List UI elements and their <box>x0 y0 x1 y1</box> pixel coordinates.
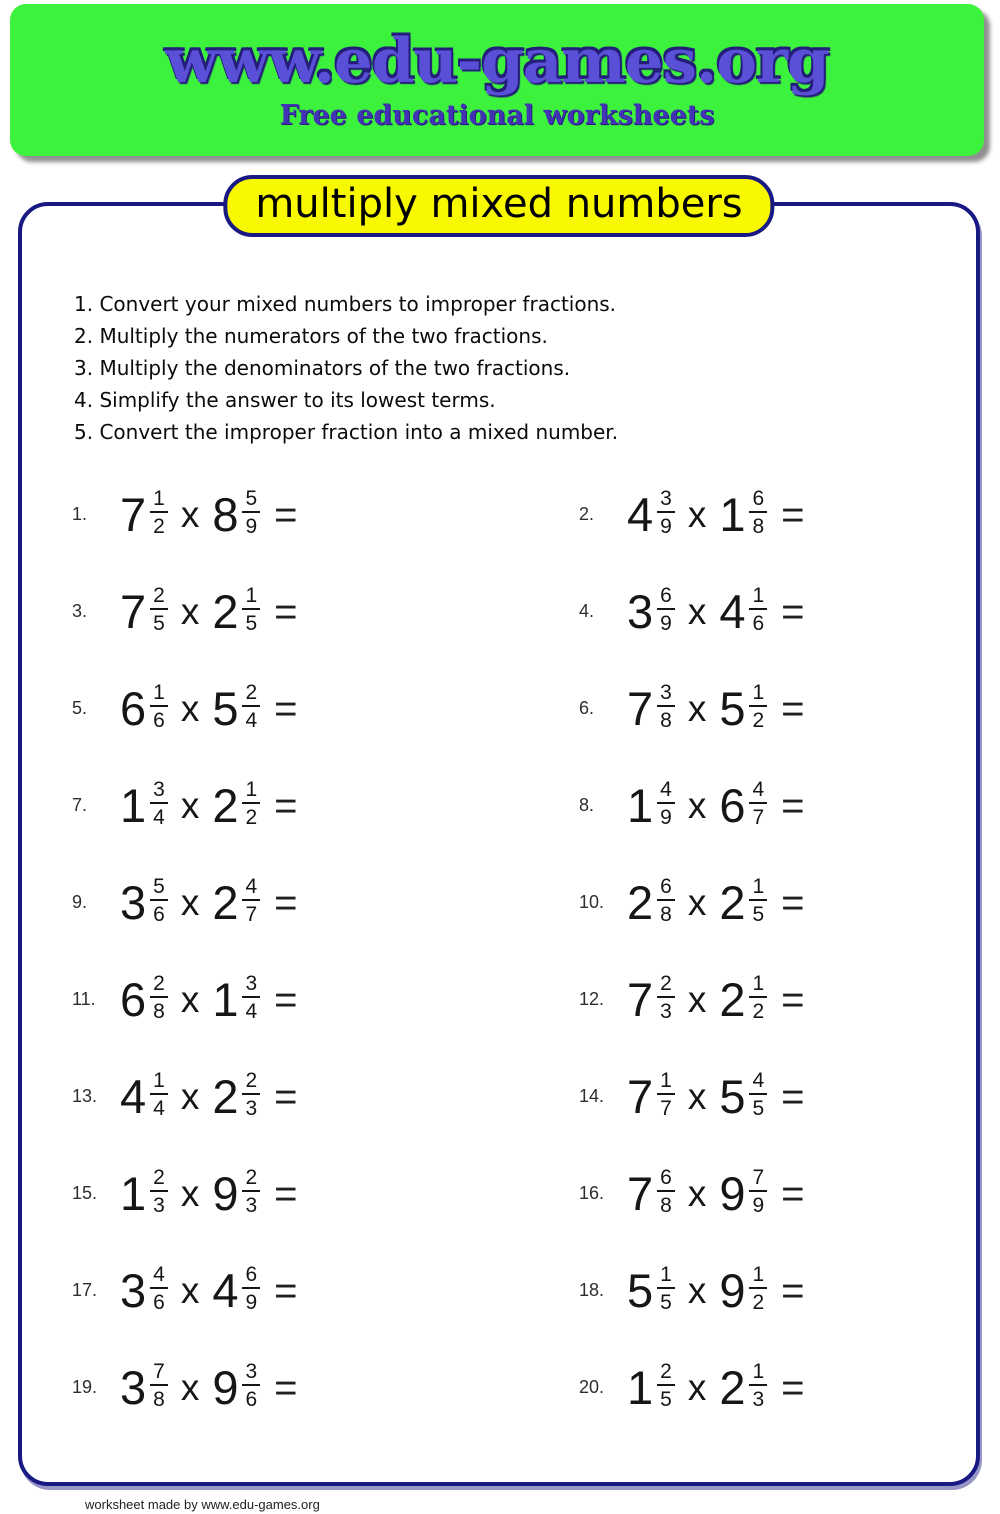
problem-number: 16. <box>579 1183 605 1203</box>
fraction-numerator: 1 <box>150 1070 168 1096</box>
multiply-operator: x <box>687 494 707 535</box>
multiply-operator: x <box>687 591 707 632</box>
whole-number: 2 <box>627 875 654 929</box>
whole-number: 2 <box>212 1069 239 1123</box>
equals-sign: = <box>274 1074 298 1119</box>
whole-number: 9 <box>719 1263 746 1317</box>
fraction <box>657 1361 675 1413</box>
problem-row <box>499 854 976 951</box>
fraction <box>242 1361 260 1413</box>
fraction-denominator: 8 <box>660 1194 672 1218</box>
mixed-number-second <box>212 971 260 1026</box>
fraction-numerator: 4 <box>749 779 767 805</box>
problem-number: 18. <box>579 1280 605 1300</box>
whole-number: 8 <box>212 487 239 541</box>
mixed-number-first <box>120 486 168 541</box>
whole-number: 4 <box>627 487 654 541</box>
problem-row <box>22 660 499 757</box>
multiply-operator: x <box>180 1270 200 1311</box>
problem-number: 9. <box>72 892 88 912</box>
fraction-numerator: 3 <box>242 973 260 999</box>
fraction-denominator: 5 <box>245 612 258 636</box>
whole-number: 1 <box>719 487 746 541</box>
mixed-number-first <box>627 1068 675 1123</box>
mixed-number-second <box>719 1165 767 1220</box>
fraction-denominator: 9 <box>245 1291 258 1315</box>
fraction-denominator: 8 <box>660 709 672 733</box>
whole-number: 2 <box>719 1360 746 1414</box>
fraction-denominator: 2 <box>245 806 258 830</box>
fraction-numerator: 2 <box>150 973 168 999</box>
mixed-number-first <box>120 777 168 832</box>
mixed-number-second <box>719 777 767 832</box>
whole-number: 7 <box>627 1069 654 1123</box>
fraction-denominator: 5 <box>752 903 765 927</box>
mixed-number-second <box>212 583 260 638</box>
whole-number: 6 <box>120 681 147 735</box>
fraction-numerator: 4 <box>749 1070 767 1096</box>
fraction-denominator: 8 <box>752 515 765 539</box>
fraction-numerator: 1 <box>749 1361 767 1387</box>
whole-number: 4 <box>120 1069 147 1123</box>
problem-number: 14. <box>579 1086 605 1106</box>
fraction <box>657 682 675 734</box>
fraction-numerator: 3 <box>657 682 675 708</box>
worksheet-panel <box>18 181 980 1486</box>
mixed-number-first <box>120 1359 168 1414</box>
mixed-number-first <box>120 583 168 638</box>
fraction <box>150 1167 168 1219</box>
whole-number: 1 <box>120 778 147 832</box>
fraction <box>657 585 675 637</box>
problem-number: 17. <box>72 1280 98 1300</box>
fraction <box>749 1264 767 1316</box>
equals-sign: = <box>274 783 298 828</box>
fraction <box>242 779 260 831</box>
whole-number: 5 <box>212 681 239 735</box>
equals-sign: = <box>274 492 298 537</box>
fraction-numerator: 7 <box>150 1361 168 1387</box>
whole-number: 3 <box>627 584 654 638</box>
whole-number: 5 <box>719 1069 746 1123</box>
fraction <box>150 876 168 928</box>
instruction-line: 4. Simplify the answer to its lowest terms. <box>74 388 496 412</box>
problem-row <box>22 563 499 660</box>
fraction-numerator: 4 <box>657 779 675 805</box>
multiply-operator: x <box>687 979 707 1020</box>
fraction <box>749 1361 767 1413</box>
fraction-denominator: 2 <box>752 1291 765 1315</box>
fraction-numerator: 3 <box>242 1361 260 1387</box>
fraction-numerator: 1 <box>657 1264 675 1290</box>
problem-number: 2. <box>579 504 595 524</box>
problem-row <box>22 757 499 854</box>
multiply-operator: x <box>180 785 200 826</box>
fraction-denominator: 5 <box>153 612 165 636</box>
fraction-numerator: 2 <box>242 1070 260 1096</box>
mixed-number-first <box>120 680 168 735</box>
fraction-numerator: 5 <box>150 876 168 902</box>
problem-number: 1. <box>72 504 88 524</box>
multiply-operator: x <box>180 591 200 632</box>
fraction-denominator: 8 <box>153 1000 165 1024</box>
footer-clipped-text: worksheet made by www.edu-games.org <box>85 1497 320 1512</box>
fraction <box>150 1361 168 1413</box>
site-title: www.edu-games.org <box>165 26 829 97</box>
fraction <box>749 973 767 1025</box>
mixed-number-second <box>212 1068 260 1123</box>
fraction <box>242 488 260 540</box>
mixed-number-first <box>627 971 675 1026</box>
multiply-operator: x <box>687 1367 707 1408</box>
mixed-number-second <box>719 1068 767 1123</box>
fraction <box>749 1167 767 1219</box>
fraction-denominator: 7 <box>245 903 258 927</box>
problems-grid <box>22 466 976 1436</box>
mixed-number-second <box>212 874 260 929</box>
fraction-numerator: 3 <box>150 779 168 805</box>
problem-number: 8. <box>579 795 595 815</box>
whole-number: 5 <box>719 681 746 735</box>
fraction-denominator: 5 <box>660 1388 672 1412</box>
problem-number: 11. <box>72 989 96 1009</box>
whole-number: 2 <box>719 972 746 1026</box>
fraction <box>749 488 767 540</box>
whole-number: 7 <box>627 1166 654 1220</box>
fraction-denominator: 4 <box>153 806 165 830</box>
fraction <box>150 682 168 734</box>
fraction <box>242 682 260 734</box>
problem-row <box>22 951 499 1048</box>
header-banner <box>10 4 984 156</box>
problem-row <box>499 563 976 660</box>
mixed-number-first <box>627 777 675 832</box>
mixed-number-first <box>120 1068 168 1123</box>
mixed-number-first <box>627 1359 675 1414</box>
fraction-denominator: 9 <box>660 806 672 830</box>
problem-row <box>499 1145 976 1242</box>
fraction-denominator: 9 <box>660 515 672 539</box>
fraction-denominator: 3 <box>245 1097 258 1121</box>
mixed-number-first <box>627 1262 675 1317</box>
fraction-numerator: 6 <box>749 488 767 514</box>
fraction <box>749 779 767 831</box>
mixed-number-second <box>212 1165 260 1220</box>
fraction <box>242 876 260 928</box>
mixed-number-first <box>627 583 675 638</box>
whole-number: 3 <box>120 1263 147 1317</box>
equals-sign: = <box>274 977 298 1022</box>
fraction <box>657 973 675 1025</box>
whole-number: 2 <box>212 778 239 832</box>
equals-sign: = <box>781 783 805 828</box>
worksheet-title: multiply mixed numbers <box>255 181 743 227</box>
fraction-numerator: 1 <box>242 779 260 805</box>
fraction <box>657 1264 675 1316</box>
fraction <box>749 1070 767 1122</box>
problem-number: 15. <box>72 1183 98 1203</box>
mixed-number-second <box>212 1359 260 1414</box>
problem-row <box>499 757 976 854</box>
fraction-numerator: 1 <box>749 973 767 999</box>
fraction-denominator: 2 <box>153 515 165 539</box>
multiply-operator: x <box>687 1076 707 1117</box>
fraction <box>150 973 168 1025</box>
mixed-number-first <box>627 680 675 735</box>
fraction-denominator: 9 <box>752 1194 765 1218</box>
fraction-denominator: 4 <box>153 1097 165 1121</box>
fraction-numerator: 2 <box>657 1361 675 1387</box>
equals-sign: = <box>274 589 298 634</box>
problem-number: 3. <box>72 601 88 621</box>
fraction <box>242 973 260 1025</box>
whole-number: 2 <box>212 875 239 929</box>
fraction <box>150 1070 168 1122</box>
multiply-operator: x <box>180 979 200 1020</box>
problem-row <box>499 1048 976 1145</box>
whole-number: 2 <box>719 875 746 929</box>
whole-number: 7 <box>120 487 147 541</box>
fraction-numerator: 2 <box>242 1167 260 1193</box>
fraction-numerator: 1 <box>150 488 168 514</box>
fraction <box>150 779 168 831</box>
mixed-number-second <box>719 971 767 1026</box>
fraction-denominator: 3 <box>660 1000 672 1024</box>
fraction-denominator: 6 <box>153 709 165 733</box>
fraction <box>242 585 260 637</box>
fraction <box>657 1070 675 1122</box>
equals-sign: = <box>781 1074 805 1119</box>
multiply-operator: x <box>687 785 707 826</box>
fraction-denominator: 5 <box>660 1291 672 1315</box>
fraction <box>657 876 675 928</box>
fraction-denominator: 7 <box>752 806 765 830</box>
fraction-denominator: 8 <box>660 903 672 927</box>
problem-row <box>22 466 499 563</box>
whole-number: 3 <box>120 875 147 929</box>
fraction-numerator: 4 <box>242 876 260 902</box>
fraction-denominator: 9 <box>660 612 672 636</box>
fraction <box>749 876 767 928</box>
equals-sign: = <box>781 880 805 925</box>
problem-number: 10. <box>579 892 605 912</box>
equals-sign: = <box>274 1268 298 1313</box>
mixed-number-second <box>212 777 260 832</box>
problem-number: 20. <box>579 1377 605 1397</box>
problem-number: 13. <box>72 1086 98 1106</box>
problem-row <box>22 1048 499 1145</box>
fraction-denominator: 2 <box>752 1000 765 1024</box>
fraction-denominator: 9 <box>245 515 258 539</box>
multiply-operator: x <box>180 1367 200 1408</box>
instruction-line: 2. Multiply the numerators of the two fractions. <box>74 324 548 348</box>
mixed-number-second <box>212 680 260 735</box>
mixed-number-first <box>627 486 675 541</box>
whole-number: 4 <box>719 584 746 638</box>
fraction <box>657 779 675 831</box>
equals-sign: = <box>274 1365 298 1410</box>
instructions-list <box>22 206 976 448</box>
problem-number: 5. <box>72 698 88 718</box>
problem-row <box>22 1339 499 1436</box>
mixed-number-second <box>719 680 767 735</box>
fraction-denominator: 7 <box>660 1097 672 1121</box>
fraction-numerator: 1 <box>749 876 767 902</box>
multiply-operator: x <box>687 688 707 729</box>
fraction-numerator: 1 <box>749 682 767 708</box>
worksheet-title-pill <box>223 175 774 237</box>
fraction-numerator: 2 <box>150 1167 168 1193</box>
fraction-numerator: 6 <box>657 585 675 611</box>
mixed-number-second <box>212 1262 260 1317</box>
equals-sign: = <box>274 880 298 925</box>
whole-number: 1 <box>212 972 239 1026</box>
multiply-operator: x <box>180 882 200 923</box>
equals-sign: = <box>781 686 805 731</box>
instruction-line: 3. Multiply the denominators of the two fractions. <box>74 356 571 380</box>
mixed-number-first <box>120 874 168 929</box>
mixed-number-second <box>719 486 767 541</box>
mixed-number-first <box>120 971 168 1026</box>
fraction <box>657 488 675 540</box>
problem-number: 7. <box>72 795 88 815</box>
instruction-line: 1. Convert your mixed numbers to improper fractions. <box>74 292 617 316</box>
whole-number: 7 <box>120 584 147 638</box>
equals-sign: = <box>781 1268 805 1313</box>
mixed-number-first <box>120 1165 168 1220</box>
fraction-denominator: 4 <box>245 1000 258 1024</box>
fraction-numerator: 2 <box>657 973 675 999</box>
fraction-numerator: 4 <box>150 1264 168 1290</box>
fraction-numerator: 2 <box>242 682 260 708</box>
equals-sign: = <box>781 1171 805 1216</box>
equals-sign: = <box>781 589 805 634</box>
whole-number: 1 <box>120 1166 147 1220</box>
problem-row <box>499 1339 976 1436</box>
problem-row <box>22 1145 499 1242</box>
fraction-denominator: 6 <box>153 1291 165 1315</box>
fraction-denominator: 2 <box>752 709 765 733</box>
fraction <box>749 682 767 734</box>
whole-number: 1 <box>627 1360 654 1414</box>
equals-sign: = <box>781 1365 805 1410</box>
fraction <box>657 1167 675 1219</box>
whole-number: 7 <box>627 972 654 1026</box>
problem-row <box>22 1242 499 1339</box>
fraction-numerator: 1 <box>150 682 168 708</box>
whole-number: 9 <box>212 1360 239 1414</box>
equals-sign: = <box>781 492 805 537</box>
whole-number: 2 <box>212 584 239 638</box>
multiply-operator: x <box>687 1173 707 1214</box>
fraction-numerator: 1 <box>749 585 767 611</box>
problem-number: 19. <box>72 1377 98 1397</box>
fraction <box>242 1070 260 1122</box>
fraction <box>242 1264 260 1316</box>
problem-number: 6. <box>579 698 595 718</box>
fraction-numerator: 2 <box>150 585 168 611</box>
multiply-operator: x <box>180 1173 200 1214</box>
fraction-numerator: 5 <box>242 488 260 514</box>
whole-number: 9 <box>212 1166 239 1220</box>
multiply-operator: x <box>687 1270 707 1311</box>
mixed-number-first <box>627 874 675 929</box>
fraction <box>150 1264 168 1316</box>
whole-number: 6 <box>719 778 746 832</box>
mixed-number-first <box>627 1165 675 1220</box>
fraction <box>242 1167 260 1219</box>
fraction-numerator: 6 <box>657 876 675 902</box>
whole-number: 3 <box>120 1360 147 1414</box>
fraction-denominator: 8 <box>153 1388 165 1412</box>
multiply-operator: x <box>180 688 200 729</box>
fraction-denominator: 6 <box>153 903 165 927</box>
mixed-number-second <box>719 583 767 638</box>
problem-number: 12. <box>579 989 605 1009</box>
problem-number: 4. <box>579 601 595 621</box>
fraction <box>150 488 168 540</box>
equals-sign: = <box>274 1171 298 1216</box>
fraction <box>150 585 168 637</box>
fraction-denominator: 6 <box>752 612 765 636</box>
fraction-numerator: 1 <box>242 585 260 611</box>
fraction-numerator: 6 <box>657 1167 675 1193</box>
mixed-number-second <box>212 486 260 541</box>
fraction-numerator: 7 <box>749 1167 767 1193</box>
multiply-operator: x <box>180 1076 200 1117</box>
fraction-numerator: 3 <box>657 488 675 514</box>
fraction-denominator: 5 <box>752 1097 765 1121</box>
fraction-denominator: 3 <box>752 1388 765 1412</box>
instruction-line: 5. Convert the improper fraction into a mixed number. <box>74 420 619 444</box>
fraction-numerator: 1 <box>657 1070 675 1096</box>
whole-number: 6 <box>120 972 147 1026</box>
fraction-denominator: 3 <box>245 1194 258 1218</box>
fraction <box>749 585 767 637</box>
mixed-number-first <box>120 1262 168 1317</box>
whole-number: 5 <box>627 1263 654 1317</box>
fraction-denominator: 3 <box>153 1194 165 1218</box>
whole-number: 4 <box>212 1263 239 1317</box>
equals-sign: = <box>274 686 298 731</box>
fraction-denominator: 6 <box>245 1388 258 1412</box>
fraction-denominator: 4 <box>245 709 258 733</box>
mixed-number-second <box>719 874 767 929</box>
problem-row <box>499 466 976 563</box>
whole-number: 1 <box>627 778 654 832</box>
whole-number: 9 <box>719 1166 746 1220</box>
problem-row <box>499 1242 976 1339</box>
multiply-operator: x <box>180 494 200 535</box>
mixed-number-second <box>719 1262 767 1317</box>
problem-row <box>499 951 976 1048</box>
mixed-number-second <box>719 1359 767 1414</box>
equals-sign: = <box>781 977 805 1022</box>
fraction-numerator: 6 <box>242 1264 260 1290</box>
problem-row <box>499 660 976 757</box>
multiply-operator: x <box>687 882 707 923</box>
site-tagline: Free educational worksheets <box>279 100 715 131</box>
whole-number: 7 <box>627 681 654 735</box>
problem-row <box>22 854 499 951</box>
fraction-numerator: 1 <box>749 1264 767 1290</box>
